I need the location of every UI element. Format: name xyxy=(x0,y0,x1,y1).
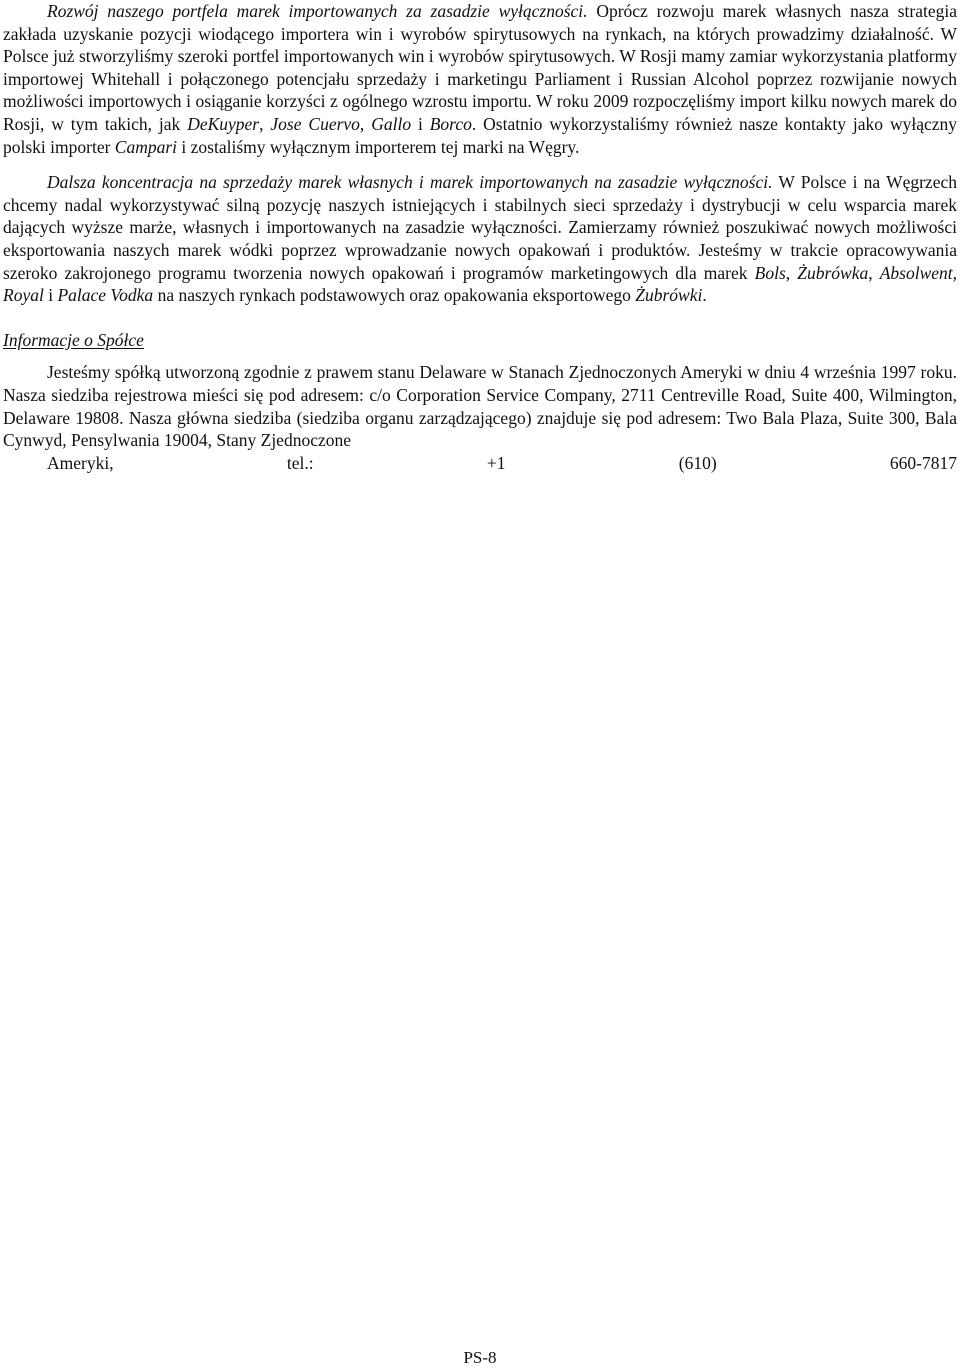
paragraph-text: Oprócz rozwoju marek własnych nasza strategia zakłada uzyskanie pozycji wiodącego importera win i wyrobów spirytusowych na rynkach, na których prowadzimy działalność. W Polsce już stworzyliśmy szeroki portfel importowanych win i wyrobów spirytusowych. W Rosji mamy zamiar wykorzystania platformy importowej Whitehall i połączonego potencjału sprzedaży i marketingu Parliament i Russian Alcohol poprzez rozwijanie nowych możliwości importowych i osiąganie korzyści z ogólnego wzrostu importu. W roku 2009 rozpoczęliśmy import kilku nowych marek do Rosji, w tym takich, jak xyxy=(3,1,957,134)
brand-name: Campari xyxy=(114,136,178,157)
brand-name: Absolwent, Royal xyxy=(3,262,958,306)
paragraph-sales-concentration xyxy=(3,171,957,307)
separator-text: , xyxy=(359,113,372,134)
separator-text: , xyxy=(785,262,798,283)
separator-text: i xyxy=(411,113,430,134)
paragraph-lead-heading: Dalsza koncentracja na sprzedaży marek własnych i marek importowanych na zasadzie wyłączności. xyxy=(47,172,773,193)
brand-name: Gallo xyxy=(371,113,412,134)
paragraph-text: W Polsce i na Węgrzech chcemy nadal wykorzystywać silną pozycję naszych istniejących i stabilnych sieci sprzedaży i dystrybucji w celu wsparcia marek dających wyższe marże, własnych i importowanych na zasadzie wyłączności. Zamierzamy również poszukiwać nowych możliwości eksportowania naszych marek wódki poprzez wprowadzanie nowych opakowań i produktów. Jesteśmy w trakcie opracowywania szeroko zakrojonego programu tworzenia nowych opakowań i programów marketingowych dla marek xyxy=(3,172,957,283)
brand-name: Żubrówki xyxy=(635,285,703,306)
paragraph-text: . xyxy=(702,285,707,306)
paragraph-text: . Ostatnio wykorzystaliśmy również nasze kontakty jako wyłączny polski importer xyxy=(3,113,958,157)
page-number: PS-8 xyxy=(463,1348,497,1367)
separator-text: i xyxy=(43,285,58,306)
paragraph-own-brands-import xyxy=(3,0,957,158)
brand-name: Żubrówka xyxy=(797,262,869,283)
paragraph-lead-heading: Rozwój naszego portfela marek importowanych za zasadzie wyłączności. xyxy=(47,1,588,21)
brand-name: Bols xyxy=(754,262,786,283)
paragraph-company-information xyxy=(3,361,957,474)
separator-text: , xyxy=(259,113,271,134)
section-heading: Informacje o Spółce xyxy=(3,329,144,350)
paragraph-text: na naszych rynkach podstawowych oraz opakowania eksportowego xyxy=(153,285,636,306)
brand-name: Palace Vodka xyxy=(57,285,154,306)
paragraph-text: i zostaliśmy wyłącznym importerem tej marki na Węgry. xyxy=(177,136,580,157)
brand-name: Borco xyxy=(429,113,472,134)
paragraph-last-line: Ameryki, tel.: +1 (610) 660-7817 xyxy=(47,452,957,473)
brand-name: DeKuyper xyxy=(187,113,260,134)
document-page xyxy=(3,0,957,474)
brand-name: Jose Cuervo xyxy=(270,113,360,134)
paragraph-text: Jesteśmy spółką utworzoną zgodnie z prawem stanu Delaware w Stanach Zjednoczonych Ameryki w dniu 4 września 1997 roku. Nasza siedziba rejestrowa mieści się pod adresem: c/o Corporation Service Company, 2711 Centreville Road, Suite 400, Wilmington, Delaware 19808. Nasza główna siedziba (siedziba organu zarządzającego) znajduje się pod adresem: Two Bala Plaza, Suite 300, Bala Cynwyd, Pensylwania 19004, Stany Zjednoczone xyxy=(3,362,957,451)
separator-text: , xyxy=(868,262,880,283)
